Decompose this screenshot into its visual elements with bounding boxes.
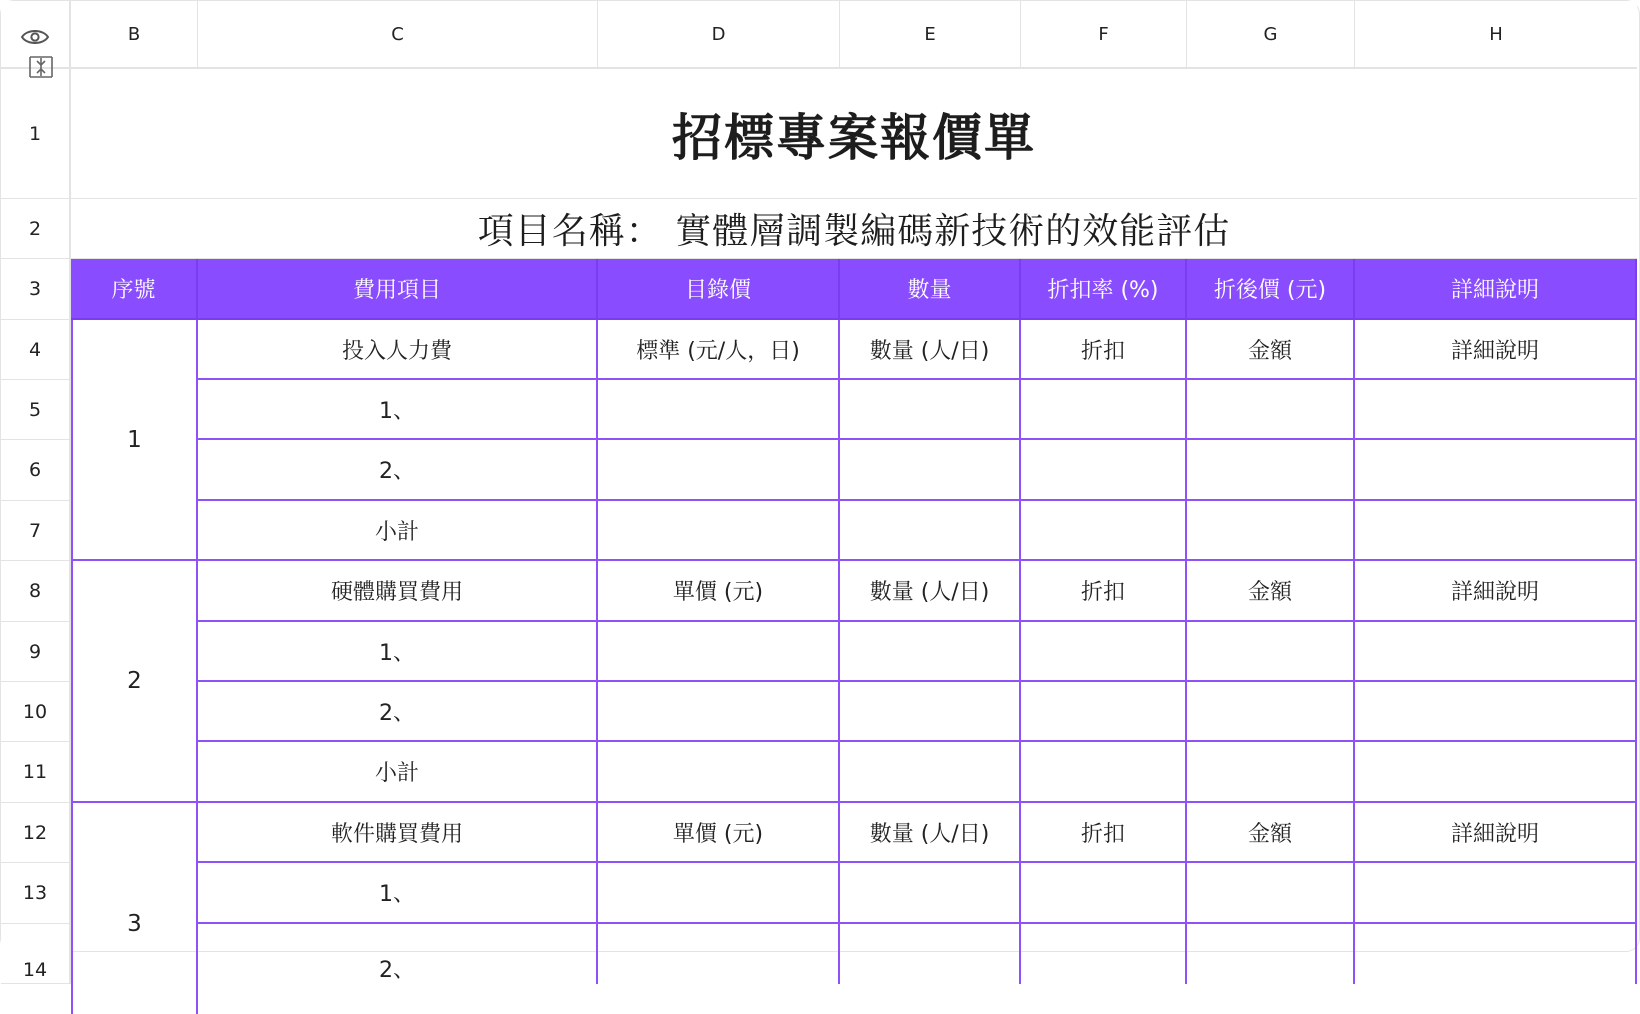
table-cell[interactable] (1021, 863, 1187, 924)
table-cell[interactable] (840, 380, 1021, 440)
table-cell[interactable]: 標準 (元/人，日) (598, 320, 840, 380)
table-cell[interactable] (840, 863, 1021, 924)
table-cell[interactable] (1021, 742, 1187, 803)
header-discounted-price[interactable]: 折後價 (元) (1187, 259, 1355, 320)
table-cell[interactable] (840, 742, 1021, 803)
row-header-11[interactable]: 11 (1, 742, 71, 803)
table-cell[interactable] (1187, 501, 1355, 561)
table-cell[interactable] (1355, 863, 1637, 924)
table-cell[interactable] (840, 501, 1021, 561)
table-cell[interactable]: 單價 (元) (598, 803, 840, 863)
table-cell[interactable] (598, 501, 840, 561)
row-header-10[interactable]: 10 (1, 682, 71, 742)
table-cell[interactable]: 金額 (1187, 561, 1355, 622)
row-header-12[interactable]: 12 (1, 803, 71, 863)
row-header-13[interactable]: 13 (1, 863, 71, 924)
table-cell[interactable] (1187, 380, 1355, 440)
table-cell[interactable] (598, 742, 840, 803)
table-cell[interactable]: 詳細說明 (1355, 320, 1637, 380)
table-cell[interactable]: 單價 (元) (598, 561, 840, 622)
table-cell[interactable]: 2、 (198, 682, 598, 742)
table-cell[interactable] (598, 863, 840, 924)
row-header-1[interactable]: 1 (1, 69, 71, 199)
table-cell[interactable] (598, 682, 840, 742)
table-cell[interactable]: 詳細說明 (1355, 561, 1637, 622)
row-header-6[interactable]: 6 (1, 440, 71, 501)
table-cell[interactable]: 小計 (198, 742, 598, 803)
table-cell[interactable]: 投入人力費 (198, 320, 598, 380)
row-header-5[interactable]: 5 (1, 380, 71, 440)
eye-icon[interactable] (20, 27, 50, 47)
table-cell[interactable] (1355, 924, 1637, 984)
table-cell[interactable]: 詳細說明 (1355, 803, 1637, 863)
header-index[interactable]: 序號 (71, 259, 198, 320)
table-cell[interactable] (598, 440, 840, 501)
row-header-9[interactable]: 9 (1, 622, 71, 682)
column-header-d[interactable]: D (598, 1, 840, 69)
table-cell[interactable]: 1、 (198, 622, 598, 682)
header-list-price[interactable]: 目錄價 (598, 259, 840, 320)
column-header-c[interactable]: C (198, 1, 598, 69)
table-cell[interactable]: 折扣 (1021, 803, 1187, 863)
group-index-cell[interactable]: 3 (71, 803, 198, 1014)
row-header-3[interactable]: 3 (1, 259, 71, 320)
table-cell[interactable] (840, 622, 1021, 682)
table-cell[interactable] (1021, 682, 1187, 742)
column-header-h[interactable]: H (1355, 1, 1637, 69)
header-expense-item[interactable]: 費用項目 (198, 259, 598, 320)
group-index-cell[interactable]: 1 (71, 320, 198, 561)
table-cell[interactable] (598, 622, 840, 682)
table-cell[interactable] (1355, 501, 1637, 561)
table-cell[interactable] (840, 440, 1021, 501)
table-cell[interactable] (1187, 863, 1355, 924)
header-details[interactable]: 詳細說明 (1355, 259, 1637, 320)
table-cell[interactable] (598, 380, 840, 440)
freeze-panes-icon[interactable] (27, 53, 55, 81)
select-all-corner[interactable] (1, 1, 71, 69)
table-cell[interactable]: 硬體購買費用 (198, 561, 598, 622)
table-cell[interactable]: 1、 (198, 863, 598, 924)
row-header-7[interactable]: 7 (1, 501, 71, 561)
table-cell[interactable]: 數量 (人/日) (840, 561, 1021, 622)
row-header-8[interactable]: 8 (1, 561, 71, 622)
table-cell[interactable]: 折扣 (1021, 320, 1187, 380)
column-header-e[interactable]: E (840, 1, 1021, 69)
table-cell[interactable] (1187, 924, 1355, 984)
table-cell[interactable] (1021, 924, 1187, 984)
header-quantity[interactable]: 數量 (840, 259, 1021, 320)
table-cell[interactable] (840, 924, 1021, 984)
table-cell[interactable] (1355, 742, 1637, 803)
table-cell[interactable] (1187, 682, 1355, 742)
column-header-b[interactable]: B (71, 1, 198, 69)
table-cell[interactable] (598, 924, 840, 984)
table-cell[interactable] (1021, 622, 1187, 682)
row-header-2[interactable]: 2 (1, 199, 71, 259)
table-cell[interactable] (1187, 742, 1355, 803)
sheet-title[interactable]: 招標專案報價單 (71, 69, 1637, 199)
column-header-f[interactable]: F (1021, 1, 1187, 69)
table-cell[interactable]: 軟件購買費用 (198, 803, 598, 863)
table-cell[interactable] (1355, 440, 1637, 501)
table-cell[interactable] (1355, 380, 1637, 440)
header-discount-rate[interactable]: 折扣率 (%) (1021, 259, 1187, 320)
table-cell[interactable] (1187, 622, 1355, 682)
table-cell[interactable]: 1、 (198, 380, 598, 440)
table-cell[interactable] (1021, 440, 1187, 501)
row-header-14[interactable]: 14 (1, 924, 71, 984)
table-cell[interactable]: 數量 (人/日) (840, 320, 1021, 380)
table-cell[interactable]: 折扣 (1021, 561, 1187, 622)
table-cell[interactable]: 數量 (人/日) (840, 803, 1021, 863)
table-cell[interactable]: 2、 (198, 440, 598, 501)
table-cell[interactable]: 金額 (1187, 803, 1355, 863)
column-header-g[interactable]: G (1187, 1, 1355, 69)
spreadsheet-grid (1, 1, 1637, 1014)
table-cell[interactable] (1021, 501, 1187, 561)
row-header-4[interactable]: 4 (1, 320, 71, 380)
table-cell[interactable]: 2、 (198, 924, 598, 984)
table-cell[interactable] (1021, 380, 1187, 440)
table-cell[interactable] (1187, 440, 1355, 501)
table-cell[interactable] (840, 682, 1021, 742)
table-cell[interactable] (1355, 622, 1637, 682)
table-cell[interactable]: 小計 (198, 501, 598, 561)
table-cell[interactable]: 金額 (1187, 320, 1355, 380)
table-cell[interactable] (1355, 682, 1637, 742)
group-index-cell[interactable]: 2 (71, 561, 198, 803)
project-name[interactable]: 項目名稱： 實體層調製編碼新技術的效能評估 (71, 199, 1637, 259)
